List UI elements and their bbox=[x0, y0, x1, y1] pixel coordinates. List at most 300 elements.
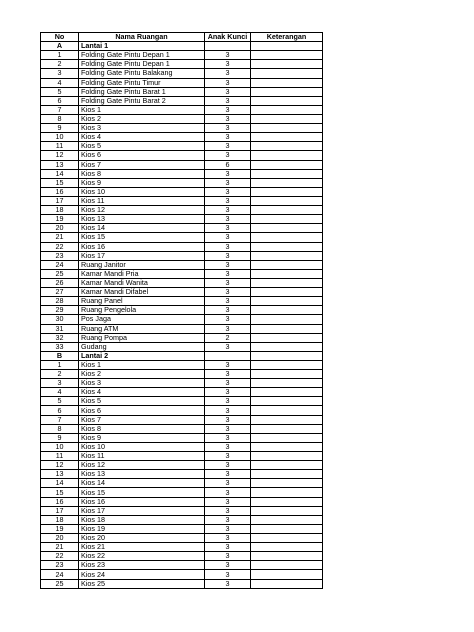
cell-no: 25 bbox=[41, 269, 79, 278]
table-row bbox=[41, 360, 323, 369]
table-row bbox=[41, 488, 323, 497]
cell-room-name: Kios 9 bbox=[79, 178, 205, 187]
cell-remarks bbox=[251, 561, 323, 570]
cell-room-name: Kios 6 bbox=[79, 151, 205, 160]
cell-room-name: Kios 7 bbox=[79, 160, 205, 169]
table-row bbox=[41, 169, 323, 178]
table-row bbox=[41, 87, 323, 96]
cell-room-name: Kios 12 bbox=[79, 461, 205, 470]
header-remarks: Keterangan bbox=[251, 33, 323, 42]
cell-no: 11 bbox=[41, 452, 79, 461]
cell-room-name: Lantai 2 bbox=[79, 351, 205, 360]
cell-no: 8 bbox=[41, 114, 79, 123]
table-row bbox=[41, 561, 323, 570]
cell-room-name: Kios 21 bbox=[79, 543, 205, 552]
cell-room-name: Kios 23 bbox=[79, 561, 205, 570]
cell-remarks bbox=[251, 206, 323, 215]
cell-no: B bbox=[41, 351, 79, 360]
cell-no: 16 bbox=[41, 497, 79, 506]
cell-room-name: Kios 17 bbox=[79, 251, 205, 260]
cell-room-name: Ruang Janitor bbox=[79, 260, 205, 269]
cell-key-count: 3 bbox=[205, 288, 251, 297]
table-row bbox=[41, 269, 323, 278]
table-row bbox=[41, 543, 323, 552]
cell-remarks bbox=[251, 160, 323, 169]
cell-room-name: Kios 1 bbox=[79, 105, 205, 114]
cell-no: 3 bbox=[41, 69, 79, 78]
cell-no: 1 bbox=[41, 360, 79, 369]
table-row bbox=[41, 461, 323, 470]
cell-room-name: Kios 12 bbox=[79, 206, 205, 215]
cell-room-name: Kios 2 bbox=[79, 370, 205, 379]
cell-key-count: 3 bbox=[205, 215, 251, 224]
table-row bbox=[41, 224, 323, 233]
table-row bbox=[41, 515, 323, 524]
cell-room-name: Ruang Panel bbox=[79, 297, 205, 306]
cell-no: 21 bbox=[41, 233, 79, 242]
cell-key-count: 3 bbox=[205, 324, 251, 333]
cell-remarks bbox=[251, 306, 323, 315]
cell-key-count: 3 bbox=[205, 524, 251, 533]
cell-key-count: 3 bbox=[205, 342, 251, 351]
cell-room-name: Kios 2 bbox=[79, 114, 205, 123]
cell-room-name: Kios 9 bbox=[79, 433, 205, 442]
cell-key-count: 3 bbox=[205, 315, 251, 324]
table-row bbox=[41, 370, 323, 379]
cell-no: 12 bbox=[41, 461, 79, 470]
cell-remarks bbox=[251, 470, 323, 479]
cell-remarks bbox=[251, 269, 323, 278]
cell-room-name: Kios 6 bbox=[79, 406, 205, 415]
cell-key-count: 3 bbox=[205, 534, 251, 543]
cell-room-name: Kamar Mandi Difabel bbox=[79, 288, 205, 297]
header-no: No bbox=[41, 33, 79, 42]
table-row bbox=[41, 497, 323, 506]
cell-key-count: 3 bbox=[205, 579, 251, 588]
cell-no: 4 bbox=[41, 78, 79, 87]
cell-remarks bbox=[251, 506, 323, 515]
table-row bbox=[41, 579, 323, 588]
cell-key-count: 3 bbox=[205, 442, 251, 451]
cell-remarks bbox=[251, 497, 323, 506]
cell-no: 20 bbox=[41, 534, 79, 543]
table-row bbox=[41, 114, 323, 123]
cell-no: 17 bbox=[41, 506, 79, 515]
cell-remarks bbox=[251, 333, 323, 342]
cell-no: 22 bbox=[41, 242, 79, 251]
cell-room-name: Kios 8 bbox=[79, 424, 205, 433]
table-row bbox=[41, 288, 323, 297]
cell-remarks bbox=[251, 278, 323, 287]
table-row bbox=[41, 388, 323, 397]
table-row bbox=[41, 333, 323, 342]
cell-no: 10 bbox=[41, 442, 79, 451]
cell-remarks bbox=[251, 224, 323, 233]
cell-room-name: Folding Gate Pintu Timur bbox=[79, 78, 205, 87]
cell-room-name: Ruang Pengelola bbox=[79, 306, 205, 315]
cell-room-name: Ruang Pompa bbox=[79, 333, 205, 342]
table-row bbox=[41, 552, 323, 561]
cell-remarks bbox=[251, 96, 323, 105]
cell-room-name: Kios 11 bbox=[79, 196, 205, 205]
cell-remarks bbox=[251, 442, 323, 451]
table-row bbox=[41, 397, 323, 406]
table-row bbox=[41, 479, 323, 488]
cell-key-count bbox=[205, 42, 251, 51]
cell-no: 21 bbox=[41, 543, 79, 552]
cell-key-count: 3 bbox=[205, 60, 251, 69]
cell-remarks bbox=[251, 315, 323, 324]
cell-remarks bbox=[251, 251, 323, 260]
table-row bbox=[41, 60, 323, 69]
table-row bbox=[41, 260, 323, 269]
table-row bbox=[41, 160, 323, 169]
cell-no: 30 bbox=[41, 315, 79, 324]
table-row bbox=[41, 534, 323, 543]
cell-key-count: 3 bbox=[205, 51, 251, 60]
cell-remarks bbox=[251, 388, 323, 397]
table-row bbox=[41, 506, 323, 515]
cell-remarks bbox=[251, 233, 323, 242]
cell-room-name: Kios 22 bbox=[79, 552, 205, 561]
cell-no: 33 bbox=[41, 342, 79, 351]
cell-remarks bbox=[251, 187, 323, 196]
table-row bbox=[41, 78, 323, 87]
room-key-table bbox=[40, 32, 323, 589]
table-row bbox=[41, 133, 323, 142]
cell-key-count: 3 bbox=[205, 124, 251, 133]
cell-key-count: 3 bbox=[205, 379, 251, 388]
cell-remarks bbox=[251, 114, 323, 123]
cell-remarks bbox=[251, 406, 323, 415]
cell-remarks bbox=[251, 60, 323, 69]
cell-remarks bbox=[251, 178, 323, 187]
cell-room-name: Kios 19 bbox=[79, 524, 205, 533]
cell-room-name: Ruang ATM bbox=[79, 324, 205, 333]
table-row bbox=[41, 278, 323, 287]
cell-remarks bbox=[251, 479, 323, 488]
cell-key-count: 3 bbox=[205, 142, 251, 151]
cell-room-name: Kios 5 bbox=[79, 142, 205, 151]
cell-key-count: 3 bbox=[205, 370, 251, 379]
cell-remarks bbox=[251, 51, 323, 60]
cell-key-count: 3 bbox=[205, 297, 251, 306]
cell-room-name: Kios 16 bbox=[79, 497, 205, 506]
cell-no: 7 bbox=[41, 105, 79, 114]
cell-no: 27 bbox=[41, 288, 79, 297]
table-row bbox=[41, 406, 323, 415]
cell-no: 2 bbox=[41, 370, 79, 379]
cell-remarks bbox=[251, 424, 323, 433]
cell-room-name: Kios 13 bbox=[79, 215, 205, 224]
cell-remarks bbox=[251, 579, 323, 588]
cell-room-name: Kios 24 bbox=[79, 570, 205, 579]
cell-no: 32 bbox=[41, 333, 79, 342]
cell-room-name: Kios 20 bbox=[79, 534, 205, 543]
table-row bbox=[41, 124, 323, 133]
table-row bbox=[41, 206, 323, 215]
table-row bbox=[41, 306, 323, 315]
cell-no: 9 bbox=[41, 124, 79, 133]
cell-remarks bbox=[251, 87, 323, 96]
cell-key-count: 3 bbox=[205, 87, 251, 96]
cell-remarks bbox=[251, 260, 323, 269]
cell-key-count: 3 bbox=[205, 406, 251, 415]
cell-key-count: 3 bbox=[205, 151, 251, 160]
cell-room-name: Kios 8 bbox=[79, 169, 205, 178]
table-row bbox=[41, 324, 323, 333]
cell-remarks bbox=[251, 415, 323, 424]
cell-key-count: 3 bbox=[205, 470, 251, 479]
cell-key-count: 3 bbox=[205, 388, 251, 397]
cell-remarks bbox=[251, 215, 323, 224]
cell-key-count: 3 bbox=[205, 105, 251, 114]
cell-remarks bbox=[251, 379, 323, 388]
cell-room-name: Folding Gate Pintu Balakang bbox=[79, 69, 205, 78]
cell-room-name: Folding Gate Pintu Barat 1 bbox=[79, 87, 205, 96]
cell-no: 12 bbox=[41, 151, 79, 160]
table-row bbox=[41, 433, 323, 442]
cell-room-name: Kios 3 bbox=[79, 379, 205, 388]
cell-key-count: 3 bbox=[205, 552, 251, 561]
cell-no: 6 bbox=[41, 406, 79, 415]
cell-remarks bbox=[251, 288, 323, 297]
table-row bbox=[41, 570, 323, 579]
cell-key-count: 3 bbox=[205, 269, 251, 278]
cell-remarks bbox=[251, 433, 323, 442]
cell-no: 31 bbox=[41, 324, 79, 333]
cell-key-count: 3 bbox=[205, 415, 251, 424]
cell-no: 14 bbox=[41, 479, 79, 488]
cell-key-count: 3 bbox=[205, 133, 251, 142]
cell-remarks bbox=[251, 324, 323, 333]
table-row bbox=[41, 470, 323, 479]
cell-room-name: Kios 17 bbox=[79, 506, 205, 515]
table-row bbox=[41, 342, 323, 351]
table-row bbox=[41, 233, 323, 242]
cell-no: 18 bbox=[41, 515, 79, 524]
cell-remarks bbox=[251, 488, 323, 497]
cell-key-count: 3 bbox=[205, 561, 251, 570]
cell-remarks bbox=[251, 69, 323, 78]
cell-room-name: Kios 11 bbox=[79, 452, 205, 461]
cell-no: 19 bbox=[41, 215, 79, 224]
cell-room-name: Kios 14 bbox=[79, 479, 205, 488]
cell-room-name: Kios 10 bbox=[79, 187, 205, 196]
cell-key-count: 3 bbox=[205, 169, 251, 178]
cell-room-name: Kios 18 bbox=[79, 515, 205, 524]
cell-room-name: Kios 4 bbox=[79, 388, 205, 397]
table-row bbox=[41, 178, 323, 187]
table-row bbox=[41, 96, 323, 105]
cell-no: 23 bbox=[41, 561, 79, 570]
cell-key-count: 3 bbox=[205, 424, 251, 433]
cell-key-count: 3 bbox=[205, 570, 251, 579]
cell-room-name: Gudang bbox=[79, 342, 205, 351]
cell-no: 1 bbox=[41, 51, 79, 60]
cell-room-name: Kios 4 bbox=[79, 133, 205, 142]
cell-remarks bbox=[251, 342, 323, 351]
cell-room-name: Folding Gate Pintu Depan 1 bbox=[79, 60, 205, 69]
cell-key-count: 3 bbox=[205, 488, 251, 497]
cell-key-count bbox=[205, 351, 251, 360]
table-row bbox=[41, 442, 323, 451]
cell-room-name: Kios 1 bbox=[79, 360, 205, 369]
cell-room-name: Kios 3 bbox=[79, 124, 205, 133]
cell-key-count: 3 bbox=[205, 452, 251, 461]
cell-room-name: Kios 10 bbox=[79, 442, 205, 451]
cell-room-name: Kios 13 bbox=[79, 470, 205, 479]
cell-key-count: 3 bbox=[205, 497, 251, 506]
cell-key-count: 3 bbox=[205, 178, 251, 187]
cell-no: 13 bbox=[41, 470, 79, 479]
cell-no: 13 bbox=[41, 160, 79, 169]
cell-no: 24 bbox=[41, 260, 79, 269]
cell-remarks bbox=[251, 534, 323, 543]
cell-remarks bbox=[251, 42, 323, 51]
table-row bbox=[41, 524, 323, 533]
cell-room-name: Kios 14 bbox=[79, 224, 205, 233]
cell-room-name: Folding Gate Pintu Depan 1 bbox=[79, 51, 205, 60]
cell-key-count: 3 bbox=[205, 543, 251, 552]
cell-key-count: 3 bbox=[205, 196, 251, 205]
cell-no: 17 bbox=[41, 196, 79, 205]
cell-remarks bbox=[251, 242, 323, 251]
cell-no: A bbox=[41, 42, 79, 51]
cell-room-name: Kamar Mandi Wanita bbox=[79, 278, 205, 287]
cell-no: 26 bbox=[41, 278, 79, 287]
cell-key-count: 3 bbox=[205, 360, 251, 369]
table-row bbox=[41, 142, 323, 151]
cell-remarks bbox=[251, 124, 323, 133]
cell-remarks bbox=[251, 552, 323, 561]
cell-no: 29 bbox=[41, 306, 79, 315]
table-row bbox=[41, 452, 323, 461]
cell-key-count: 3 bbox=[205, 233, 251, 242]
cell-room-name: Kios 15 bbox=[79, 233, 205, 242]
cell-no: 15 bbox=[41, 178, 79, 187]
cell-remarks bbox=[251, 169, 323, 178]
cell-remarks bbox=[251, 370, 323, 379]
cell-remarks bbox=[251, 461, 323, 470]
cell-no: 24 bbox=[41, 570, 79, 579]
table-row bbox=[41, 424, 323, 433]
table-row bbox=[41, 415, 323, 424]
cell-no: 4 bbox=[41, 388, 79, 397]
cell-remarks bbox=[251, 151, 323, 160]
table-row bbox=[41, 379, 323, 388]
cell-no: 7 bbox=[41, 415, 79, 424]
cell-remarks bbox=[251, 297, 323, 306]
cell-remarks bbox=[251, 360, 323, 369]
table-row bbox=[41, 215, 323, 224]
cell-remarks bbox=[251, 524, 323, 533]
cell-remarks bbox=[251, 515, 323, 524]
table-row bbox=[41, 242, 323, 251]
cell-key-count: 3 bbox=[205, 242, 251, 251]
cell-remarks bbox=[251, 133, 323, 142]
cell-no: 3 bbox=[41, 379, 79, 388]
cell-remarks bbox=[251, 142, 323, 151]
cell-no: 16 bbox=[41, 187, 79, 196]
table-row bbox=[41, 196, 323, 205]
cell-no: 25 bbox=[41, 579, 79, 588]
cell-key-count: 3 bbox=[205, 479, 251, 488]
cell-no: 20 bbox=[41, 224, 79, 233]
cell-no: 8 bbox=[41, 424, 79, 433]
cell-room-name: Kios 15 bbox=[79, 488, 205, 497]
cell-key-count: 2 bbox=[205, 333, 251, 342]
cell-no: 11 bbox=[41, 142, 79, 151]
cell-key-count: 3 bbox=[205, 515, 251, 524]
cell-remarks bbox=[251, 570, 323, 579]
cell-remarks bbox=[251, 351, 323, 360]
table-row bbox=[41, 315, 323, 324]
cell-no: 6 bbox=[41, 96, 79, 105]
cell-remarks bbox=[251, 452, 323, 461]
table-row bbox=[41, 105, 323, 114]
cell-no: 22 bbox=[41, 552, 79, 561]
cell-remarks bbox=[251, 543, 323, 552]
cell-key-count: 3 bbox=[205, 78, 251, 87]
cell-remarks bbox=[251, 78, 323, 87]
cell-key-count: 3 bbox=[205, 306, 251, 315]
cell-room-name: Kios 7 bbox=[79, 415, 205, 424]
cell-room-name: Kamar Mandi Pria bbox=[79, 269, 205, 278]
cell-key-count: 3 bbox=[205, 278, 251, 287]
cell-remarks bbox=[251, 397, 323, 406]
cell-key-count: 6 bbox=[205, 160, 251, 169]
table-row bbox=[41, 187, 323, 196]
cell-key-count: 3 bbox=[205, 187, 251, 196]
cell-no: 2 bbox=[41, 60, 79, 69]
cell-key-count: 3 bbox=[205, 260, 251, 269]
cell-key-count: 3 bbox=[205, 251, 251, 260]
cell-room-name: Lantai 1 bbox=[79, 42, 205, 51]
header-row bbox=[41, 33, 323, 42]
cell-no: 14 bbox=[41, 169, 79, 178]
cell-no: 5 bbox=[41, 87, 79, 96]
cell-key-count: 3 bbox=[205, 224, 251, 233]
cell-remarks bbox=[251, 196, 323, 205]
header-key-count: Anak Kunci bbox=[205, 33, 251, 42]
cell-no: 10 bbox=[41, 133, 79, 142]
cell-no: 9 bbox=[41, 433, 79, 442]
cell-room-name: Folding Gate Pintu Barat 2 bbox=[79, 96, 205, 105]
table-row bbox=[41, 251, 323, 260]
cell-no: 19 bbox=[41, 524, 79, 533]
cell-no: 23 bbox=[41, 251, 79, 260]
cell-key-count: 3 bbox=[205, 397, 251, 406]
header-room-name: Nama Ruangan bbox=[79, 33, 205, 42]
cell-room-name: Kios 25 bbox=[79, 579, 205, 588]
section-row bbox=[41, 42, 323, 51]
cell-no: 5 bbox=[41, 397, 79, 406]
cell-key-count: 3 bbox=[205, 433, 251, 442]
cell-no: 28 bbox=[41, 297, 79, 306]
cell-room-name: Pos Jaga bbox=[79, 315, 205, 324]
cell-remarks bbox=[251, 105, 323, 114]
cell-room-name: Kios 5 bbox=[79, 397, 205, 406]
section-row bbox=[41, 351, 323, 360]
table-row bbox=[41, 69, 323, 78]
cell-no: 15 bbox=[41, 488, 79, 497]
cell-key-count: 3 bbox=[205, 114, 251, 123]
table-body bbox=[41, 42, 323, 589]
cell-room-name: Kios 16 bbox=[79, 242, 205, 251]
cell-key-count: 3 bbox=[205, 461, 251, 470]
table-row bbox=[41, 51, 323, 60]
